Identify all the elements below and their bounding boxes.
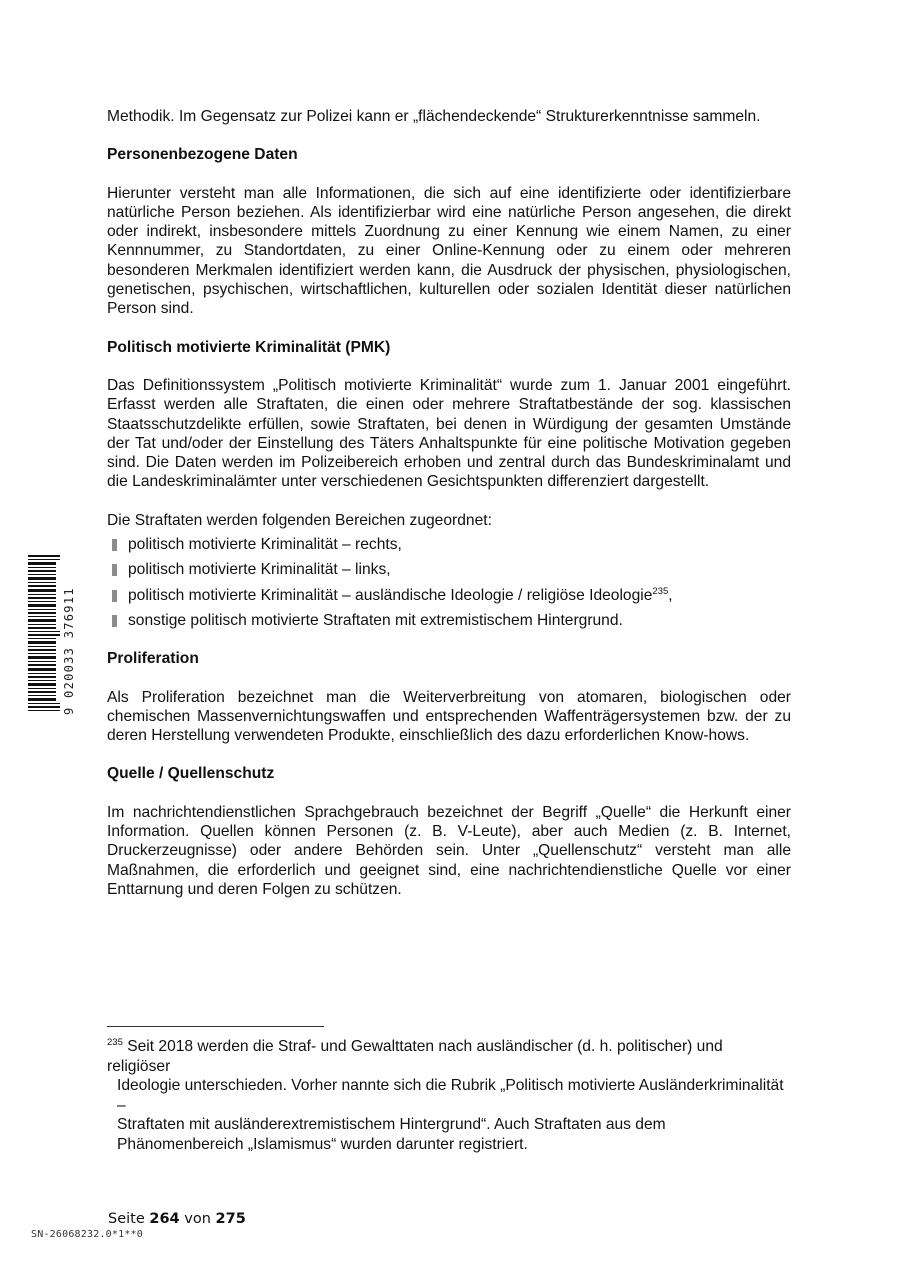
list-item: [107, 586, 791, 605]
pmk-paragraph: Das Definitionssystem „Politisch motivierte Kriminalität“ wurde zum 1. Januar 2001 eingeführt. Erfasst werden alle Straftaten, die einen oder mehrere Straftatbestände der sog. klassischen Staatsschutzdelikte erfüllen, sowie Straftaten, bei denen in Würdigung der gesamten Umstände der Tat und/oder der Einstellung des Täters Anhaltspunkte für eine politische Motivation gegeben sind. Die Daten werden im Polizeibereich erhoben und zentral durch das Bundeskriminalamt und die Landeskriminalämter unter verschiedenen Gesichtspunkten differenziert dargestellt.: [107, 376, 791, 491]
footnote: [107, 1037, 787, 1154]
heading-quellenschutz: Quelle / Quellenschutz: [107, 765, 275, 783]
personenbezogene-daten-paragraph: Hierunter versteht man alle Informationen, die sich auf eine identifizierte oder identifizierbare natürliche Person beziehen. Als identifizierbar wird eine natürliche Person angesehen, die direkt oder indirekt, insbesondere mittels Zuordnung zu einer Kennung wie einem Namen, zu einer Kennnummer, zu Standortdaten, zu einer Online-Kennung oder zu einem oder mehreren besonderen Merkmalen identifiziert werden kann, die Ausdruck der physischen, physiologischen, genetischen, psychischen, wirtschaftlichen, kulturellen oder sozialen Identität dieser natürlichen Person sind.: [107, 184, 791, 318]
page-number: [108, 1211, 246, 1227]
pmk-list-intro: Die Straftaten werden folgenden Bereichen zugeordnet:: [107, 511, 492, 529]
footnote-text: Seit 2018 werden die Straf- und Gewalttaten nach ausländischer (d. h. politischer) und religiöser: [107, 1038, 723, 1075]
total-pages: 275: [215, 1211, 246, 1227]
list-item-text: politisch motivierte Kriminalität – rechts,: [128, 536, 402, 554]
barcode-digits: [62, 555, 76, 713]
list-item: [107, 611, 791, 630]
list-item-text: sonstige politisch motivierte Straftaten mit extremistischem Hintergrund.: [128, 611, 623, 629]
intro-paragraph: Methodik. Im Gegensatz zur Polizei kann er „flächendeckende“ Strukturerkenntnisse sammeln.: [107, 108, 761, 125]
page-prefix: Seite: [108, 1211, 145, 1227]
list-item-text: politisch motivierte Kriminalität – links,: [128, 561, 391, 579]
document-body: [107, 107, 791, 899]
list-item-text: politisch motivierte Kriminalität – ausländische Ideologie / religiöse Ideologie: [128, 586, 653, 604]
footnote-number: 235: [107, 1036, 123, 1048]
bullet-icon: [112, 590, 117, 602]
footnote-line-2: Ideologie unterschieden. Vorher nannte sich die Rubrik „Politisch motivierte Ausländerkriminalität –: [117, 1077, 784, 1114]
heading-pmk: Politisch motivierte Kriminalität (PMK): [107, 338, 391, 356]
heading-proliferation: Proliferation: [107, 650, 199, 668]
current-page: 264: [149, 1211, 180, 1227]
list-item-suffix: ,: [668, 586, 673, 604]
footnote-line-3: Straftaten mit ausländerextremistischem Hintergrund“. Auch Straftaten aus dem Phänomenbereich „Islamismus“ wurden darunter registriert.: [117, 1116, 666, 1153]
bullet-icon: [112, 564, 117, 576]
serial-code: SN-26068232.0*1**0: [31, 1229, 143, 1240]
barcode-number: 9 020033 376911: [62, 587, 76, 715]
bullet-icon: [112, 539, 117, 551]
list-item: [107, 535, 791, 554]
list-item: [107, 560, 791, 579]
proliferation-paragraph: Als Proliferation bezeichnet man die Weiterverbreitung von atomaren, biologischen oder chemischen Massenvernichtungswaffen und entsprechenden Waffenträgersystemen bzw. der zu deren Herstellung verwendeten Produkte, einschließlich des dazu erforderlichen Know-hows.: [107, 688, 791, 745]
footnote-reference[interactable]: 235: [652, 585, 669, 597]
quellenschutz-paragraph: Im nachrichtendienstlichen Sprachgebrauch bezeichnet der Begriff „Quelle“ die Herkunft einer Information. Quellen können Personen (z. B. V-Leute), aber auch Medien (z. B. Internet, Druckerzeugnisse) oder andere Behörden sein. Unter „Quellenschutz“ versteht man alle Maßnahmen, die erforderlich und geeignet sind, eine nachrichtendienstliche Quelle vor einer Enttarnung und deren Folgen zu schützen.: [107, 803, 791, 898]
bullet-icon: [112, 615, 117, 627]
footnote-divider: [107, 1026, 324, 1027]
footnote-line-1: [107, 1037, 787, 1076]
pmk-list: [107, 535, 791, 630]
page-separator: von: [184, 1211, 211, 1227]
heading-personenbezogene-daten: Personenbezogene Daten: [107, 146, 298, 164]
